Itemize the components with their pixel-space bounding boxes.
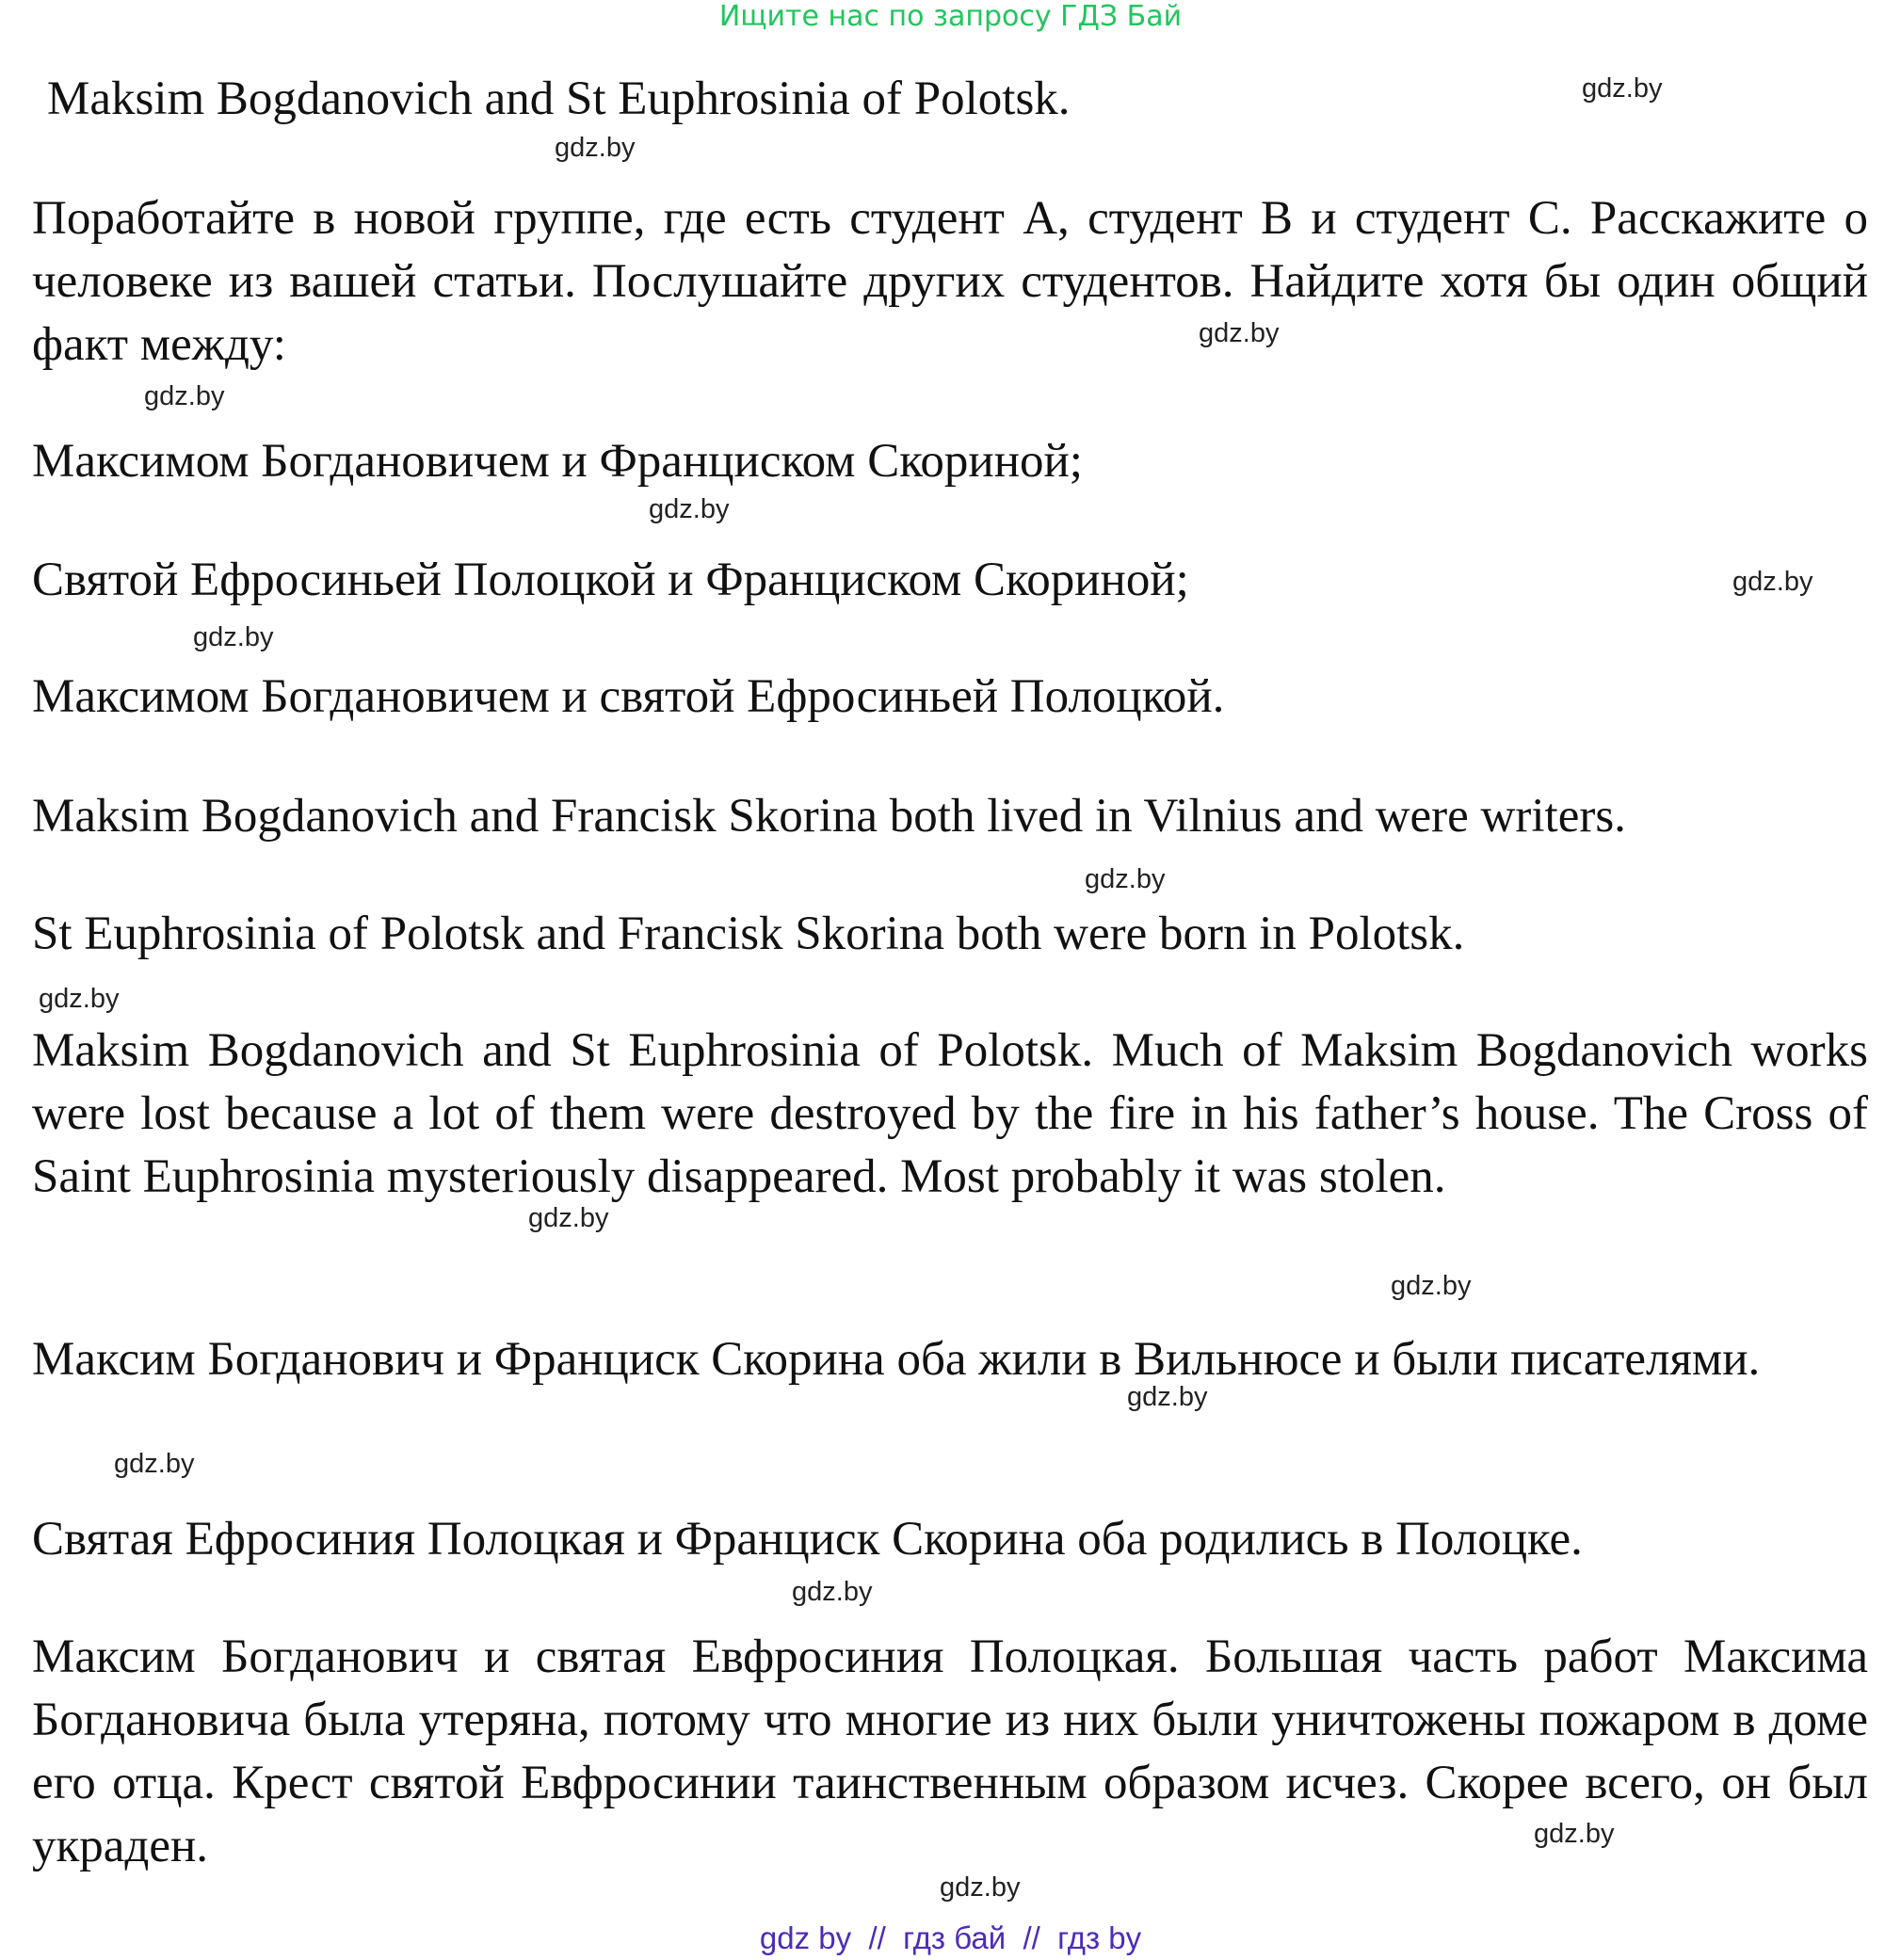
pair-item-1: Максимом Богдановичем и Франциском Скориной; [32, 435, 1083, 488]
task-instructions: Поработайте в новой группе, где есть студент A, студент B и студент C. Расскажите о человеке из вашей статьи. Послушайте других студентов. Найдите хотя бы один общий факт между: [32, 192, 1868, 371]
answer-ru-2: Святая Ефросиния Полоцкая и Франциск Скорина оба родились в Полоцке. [32, 1513, 1583, 1566]
pair-item-3: Максимом Богдановичем и святой Ефросиньей Полоцкой. [32, 670, 1225, 723]
answer-en-1: Maksim Bogdanovich and Francisk Skorina both lived in Vilnius and were writers. [32, 790, 1626, 843]
watermark: gdz.by [792, 1577, 873, 1607]
answer-ru-3: Максим Богданович и святая Евфросиния Полоцкая. Большая часть работ Максима Богдановича была утеряна, потому что многие из них были уничтожены пожаром в доме его отца. Крест святой Евфросинии таинственным образом исчез. Скорее всего, он был украден. [32, 1631, 1868, 1872]
watermark: gdz.by [1732, 567, 1813, 597]
search-hint-banner: Ищите нас по запросу ГДЗ Бай [718, 0, 1183, 33]
watermark: gdz.by [940, 1872, 1021, 1903]
answer-en-3: Maksim Bogdanovich and St Euphrosinia of Polotsk. Much of Maksim Bogdanovich works were lost because a lot of them were destroyed by the fire in his father’s house. The Cross of Saint Euphrosinia mysteriously disappeared. Most probably it was stolen. [32, 1024, 1868, 1203]
watermark: gdz.by [1127, 1382, 1208, 1412]
watermark: gdz.by [649, 494, 730, 524]
watermark: gdz.by [193, 622, 274, 652]
pair-item-2: Святой Ефросиньей Полоцкой и Франциском Скориной; [32, 554, 1189, 606]
answer-en-2: St Euphrosinia of Polotsk and Francisk Skorina both were born in Polotsk. [32, 908, 1465, 960]
watermark: gdz.by [1582, 73, 1663, 104]
footer-links: gdz by // гдз бай // гдз by [759, 1920, 1142, 1955]
watermark: gdz.by [114, 1449, 195, 1479]
watermark: gdz.by [1199, 318, 1280, 348]
watermark: gdz.by [555, 133, 636, 163]
document-title: Maksim Bogdanovich and St Euphrosinia of Polotsk. [47, 72, 1071, 125]
watermark: gdz.by [144, 381, 225, 411]
watermark: gdz.by [528, 1203, 609, 1233]
watermark: gdz.by [1085, 864, 1166, 894]
answer-ru-1: Максим Богданович и Франциск Скорина оба жили в Вильнюсе и были писателями. [32, 1333, 1761, 1386]
watermark: gdz.by [39, 984, 120, 1014]
watermark: gdz.by [1534, 1819, 1615, 1849]
watermark: gdz.by [1391, 1271, 1472, 1301]
